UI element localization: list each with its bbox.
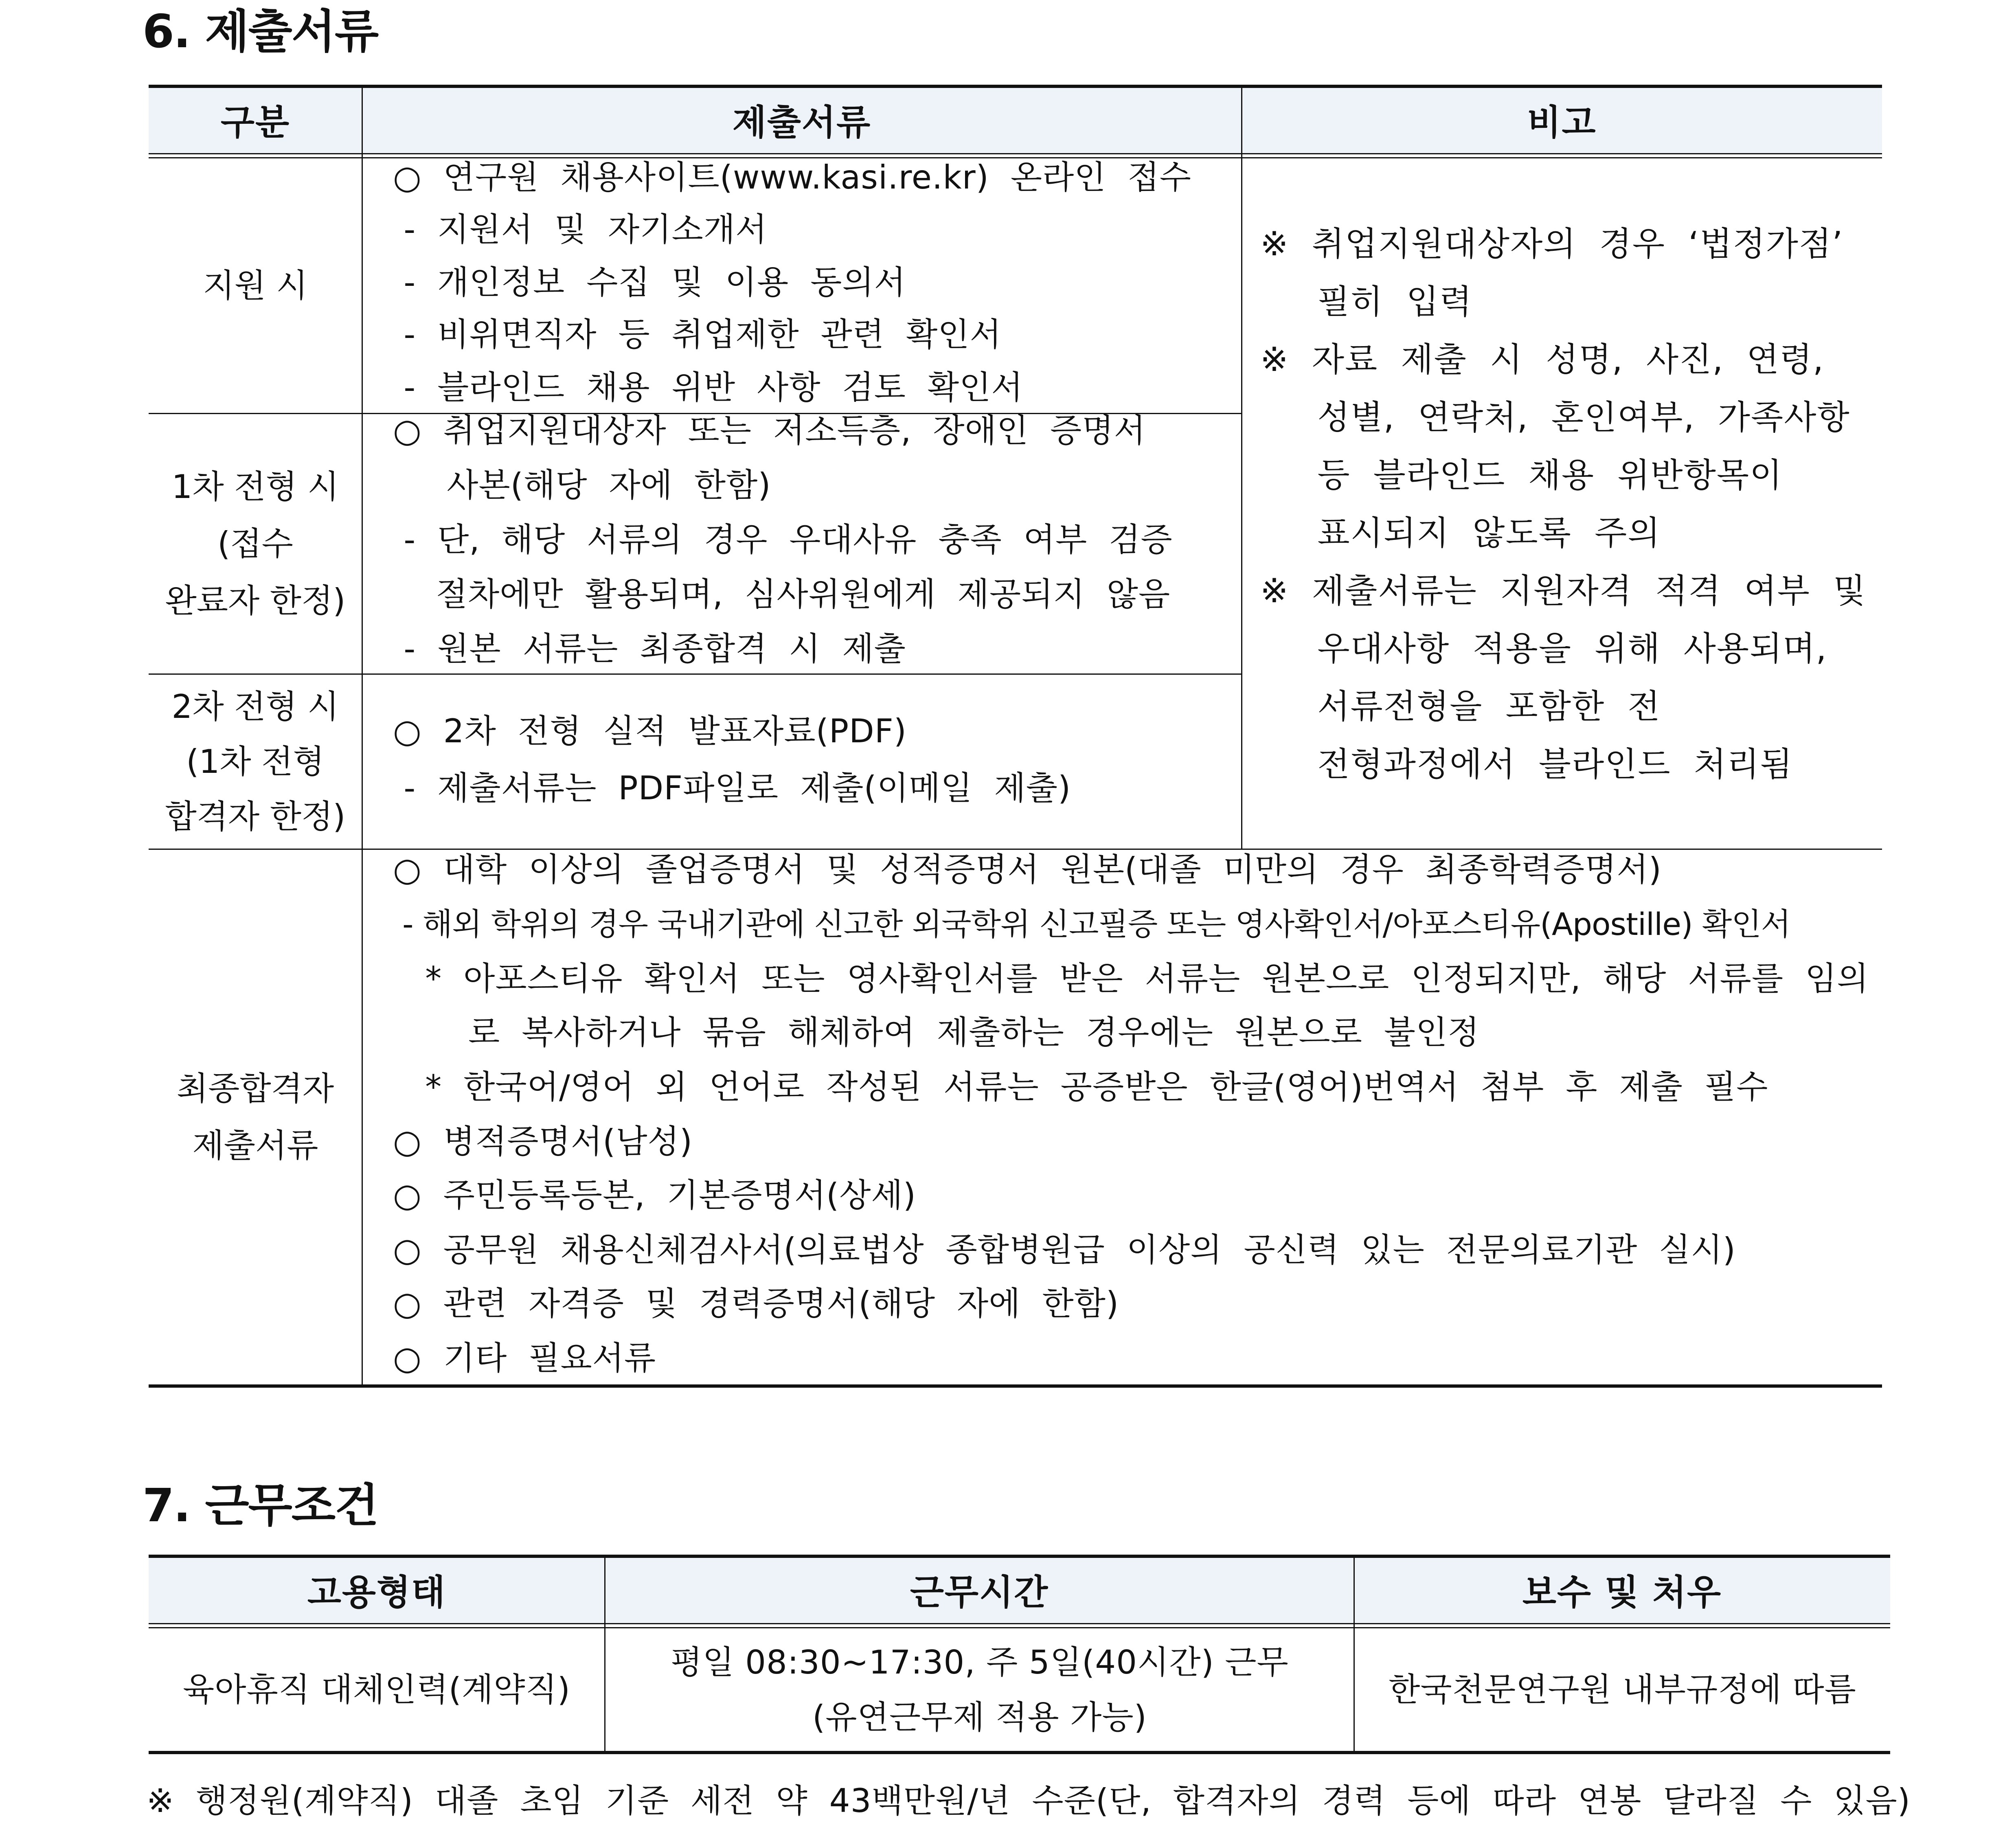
remark-line: 표시되지 않도록 주의 (1260, 514, 1661, 553)
table-bottom-rule (149, 1384, 1882, 1388)
document-line: ○ 2차 전형 실적 발표자료(PDF) (393, 712, 907, 750)
document-line: - 제출서류는 PDF파일로 제출(이메일 제출) (393, 769, 1071, 807)
employment-type-value: 육아휴직 대체인력(계약직) (183, 1671, 570, 1709)
remark-line: ※ 자료 제출 시 성명, 사진, 연령, (1260, 340, 1825, 379)
document-line: - 비위면직자 등 취업제한 관련 확인서 (393, 316, 1002, 353)
working-conditions-table (149, 1555, 1890, 1754)
document-line: 절차에만 활용되며, 심사위원에게 제공되지 않음 (393, 575, 1171, 613)
document-line: 로 복사하거나 묶음 해체하여 제출하는 경우에는 원본으로 불인정 (393, 1013, 1480, 1051)
document-line: ○ 연구원 채용사이트(www.kasi.re.kr) 온라인 접수 (393, 158, 1191, 196)
document-line: - 단, 해당 서류의 경우 우대사유 충족 여부 검증 (393, 521, 1173, 559)
category-label: (1차 전형 (186, 743, 325, 781)
header-working-hours: 근무시간 (605, 1555, 1354, 1624)
document-line: - 블라인드 채용 위반 사항 검토 확인서 (393, 369, 1023, 406)
section-6-title: 6. 제출서류 (143, 5, 378, 58)
employment-type-cell (149, 1628, 605, 1751)
submission-documents-table (149, 85, 1882, 1388)
header-documents: 제출서류 (362, 85, 1242, 154)
table-top-rule (149, 1555, 1890, 1558)
header-pay: 보수 및 처우 (1354, 1555, 1890, 1624)
category-label: 1차 전형 시 (171, 467, 339, 506)
document-line: - 지원서 및 자기소개서 (393, 211, 768, 248)
document-line: ○ 공무원 채용신체검사서(의료법상 종합병원급 이상의 공신력 있는 전문의료기관 실시) (393, 1231, 1736, 1269)
section-7-title: 7. 근무조건 (143, 1479, 378, 1532)
category-label: 제출서류 (192, 1126, 318, 1165)
pay-value: 한국천문연구원 내부규정에 따름 (1389, 1671, 1856, 1709)
table-bottom-rule (149, 1751, 1890, 1754)
document-line: ○ 관련 자격증 및 경력증명서(해당 자에 한함) (393, 1285, 1119, 1323)
document-line: - 해외 학위의 경우 국내기관에 신고한 외국학위 신고필증 또는 영사확인서/아포스티유(Apostille) 확인서 (393, 906, 1791, 942)
header-remarks: 비고 (1242, 85, 1882, 154)
header-rule-a (149, 1623, 1890, 1624)
document-line: * 한국어/영어 외 언어로 작성된 서류는 공증받은 한글(영어)번역서 첨부 후 제출 필수 (393, 1068, 1768, 1106)
category-cell-first-round (149, 414, 362, 673)
header-category: 구분 (149, 85, 362, 154)
document-line: - 원본 서류는 최종합격 시 제출 (393, 630, 906, 668)
category-label: 최종합격자 (176, 1069, 334, 1108)
category-cell-final (149, 850, 362, 1384)
pay-cell (1355, 1628, 1890, 1751)
document-line: ○ 취업지원대상자 또는 저소득층, 장애인 증명서 (393, 412, 1146, 450)
remark-line: 서류전형을 포함한 전 (1260, 687, 1661, 726)
remark-line: 전형과정에서 블라인드 처리됨 (1260, 745, 1793, 784)
remark-line: 우대사항 적용을 위해 사용되며, (1260, 630, 1827, 668)
header-employment-type: 고용형태 (149, 1555, 605, 1624)
category-label: 합격자 한정) (165, 798, 346, 836)
working-hours-cell (605, 1628, 1354, 1751)
remark-line: ※ 제출서류는 지원자격 적격 여부 및 (1260, 572, 1867, 610)
category-label: 완료자 한정) (165, 581, 346, 620)
category-label: (접수 (217, 524, 293, 563)
document-line: 사본(해당 자에 한함) (393, 466, 771, 504)
document-line: ○ 병적증명서(남성) (393, 1123, 693, 1160)
remarks-cell (1260, 85, 1875, 849)
document-line: ○ 기타 필요서류 (393, 1339, 656, 1377)
remark-line: 등 블라인드 채용 위반항목이 (1260, 456, 1783, 495)
document-line: ○ 대학 이상의 졸업증명서 및 성적증명서 원본(대졸 미만의 경우 최종학력증명서) (393, 851, 1662, 888)
remark-line: 성별, 연락처, 혼인여부, 가족사항 (1260, 398, 1850, 437)
category-cell-second-round (149, 675, 362, 849)
document-line: - 개인정보 수집 및 이용 동의서 (393, 263, 906, 301)
remark-line: ※ 취업지원대상자의 경우 ‘법정가점’ (1260, 225, 1844, 263)
remark-line: 필히 입력 (1260, 283, 1473, 321)
working-hours-line: 평일 08:30~17:30, 주 5일(40시간) 근무 (671, 1643, 1289, 1681)
document-line: ○ 주민등록등본, 기본증명서(상세) (393, 1176, 917, 1214)
category-label: 지원 시 (203, 266, 308, 305)
salary-footnote: ※ 행정원(계약직) 대졸 초임 기준 세전 약 43백만원/년 수준(단, 합격자의 경력 등에 따라 연봉 달라질 수 있음) (147, 1782, 1911, 1820)
document-line: * 아포스티유 확인서 또는 영사확인서를 받은 서류는 원본으로 인정되지만, 해당 서류를 임의 (393, 960, 1869, 998)
category-cell-apply (149, 158, 362, 413)
category-label: 2차 전형 시 (171, 688, 339, 726)
working-hours-line: (유연근무제 적용 가능) (812, 1698, 1147, 1736)
